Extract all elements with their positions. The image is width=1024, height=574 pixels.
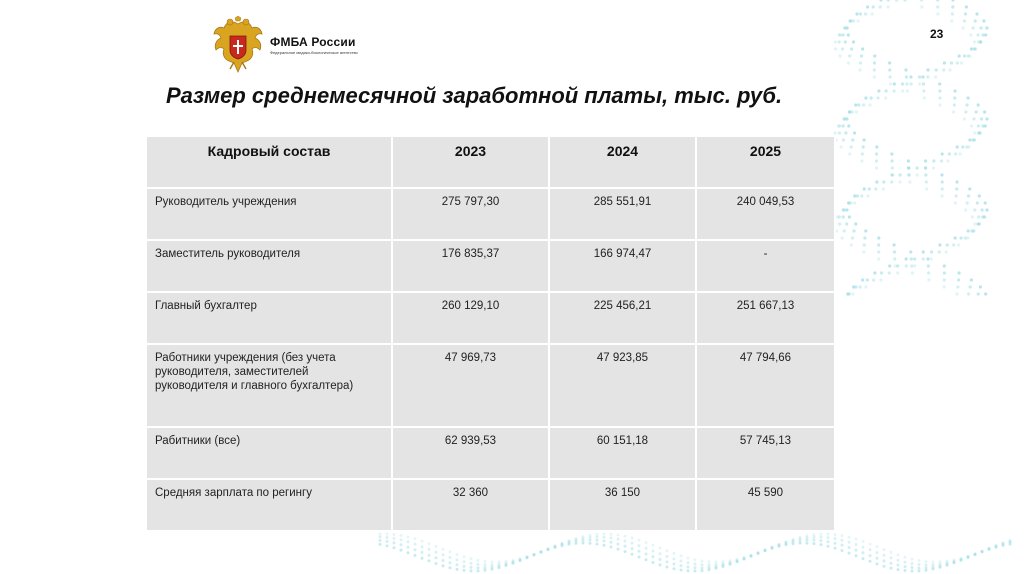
table-row [146, 427, 835, 479]
cell-2025: - [696, 240, 835, 292]
row-label: Главный бухгалтер [146, 292, 392, 344]
cell-2024: 60 151,18 [549, 427, 696, 479]
header-2025: 2025 [696, 136, 835, 188]
cell-2024: 36 150 [549, 479, 696, 531]
header-staff: Кадровый состав [146, 136, 392, 188]
row-label: Руководитель учреждения [146, 188, 392, 240]
table-row [146, 188, 835, 240]
double-headed-eagle-emblem-icon [212, 16, 264, 74]
cell-2025: 47 794,66 [696, 344, 835, 427]
logo-title: ФМБА России [270, 35, 356, 49]
logo-text [270, 35, 358, 55]
salary-table [145, 135, 836, 532]
row-label: Средняя зарплата по регингу [146, 479, 392, 531]
cell-2024: 285 551,91 [549, 188, 696, 240]
slide-title: Размер среднемесячной заработной платы, тыс. руб. [166, 83, 783, 108]
cell-2023: 47 969,73 [392, 344, 549, 427]
cell-2023: 275 797,30 [392, 188, 549, 240]
fmba-logo [212, 16, 358, 74]
cell-2024: 166 974,47 [549, 240, 696, 292]
cell-2024: 225 456,21 [549, 292, 696, 344]
cell-2025: 251 667,13 [696, 292, 835, 344]
page-number: 23 [930, 27, 944, 41]
header-2024: 2024 [549, 136, 696, 188]
cell-2023: 32 360 [392, 479, 549, 531]
header-2023: 2023 [392, 136, 549, 188]
row-label: Рабитники (все) [146, 427, 392, 479]
row-label: Заместитель руководителя [146, 240, 392, 292]
table-header-row [146, 136, 835, 188]
row-label: Работники учреждения (без учета руководителя, заместителей руководителя и главного бухгалтера) [146, 344, 392, 427]
logo-subtitle: Федеральное медико-биологическое агентство [270, 50, 358, 55]
cell-2024: 47 923,85 [549, 344, 696, 427]
cell-2023: 176 835,37 [392, 240, 549, 292]
cell-2025: 57 745,13 [696, 427, 835, 479]
table-row [146, 292, 835, 344]
cell-2023: 260 129,10 [392, 292, 549, 344]
table-row [146, 479, 835, 531]
cell-2025: 45 590 [696, 479, 835, 531]
cell-2025: 240 049,53 [696, 188, 835, 240]
table-row [146, 344, 835, 427]
table-row [146, 240, 835, 292]
cell-2023: 62 939,53 [392, 427, 549, 479]
